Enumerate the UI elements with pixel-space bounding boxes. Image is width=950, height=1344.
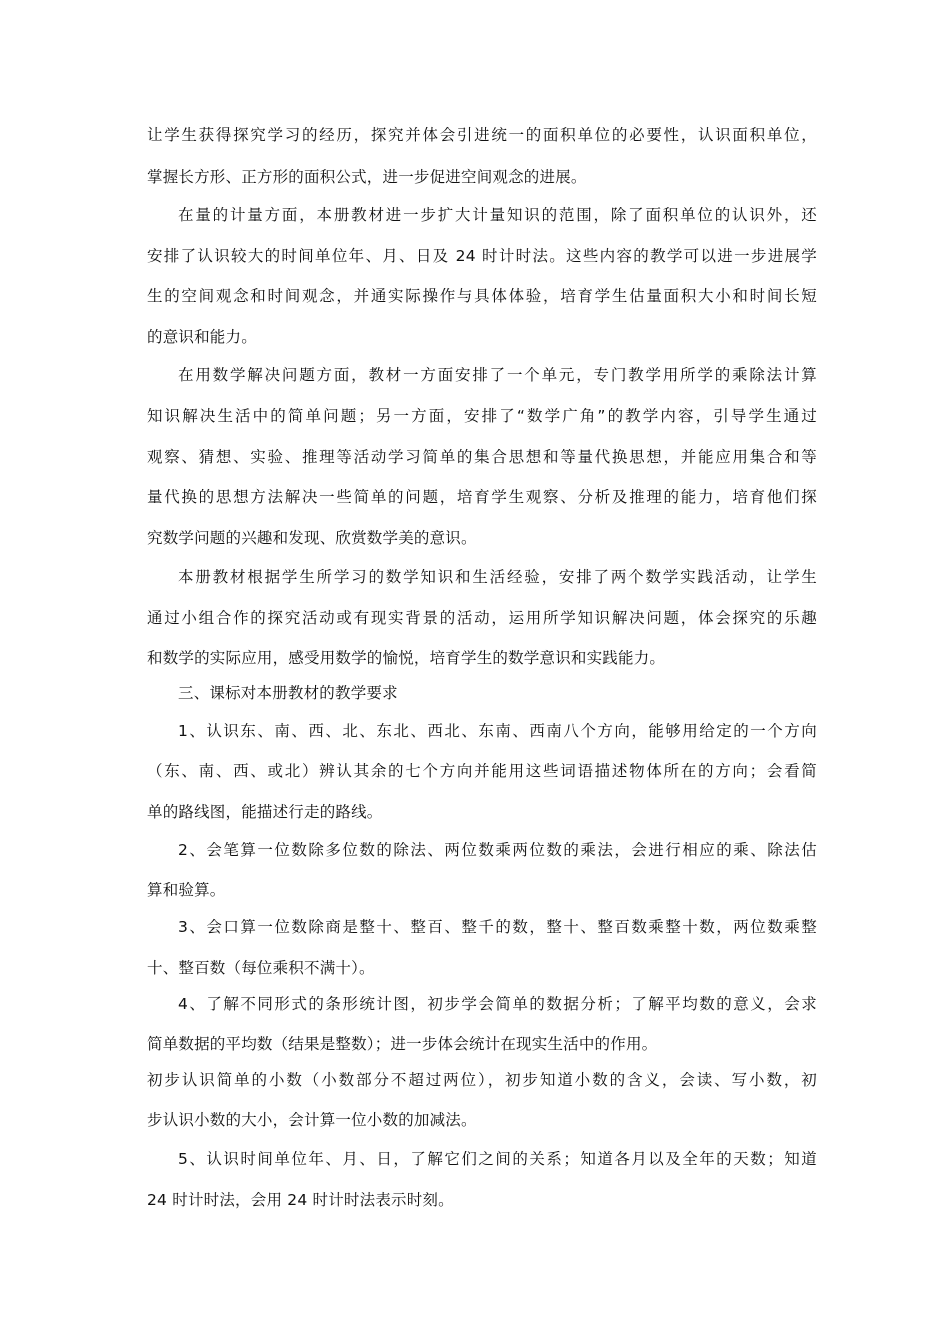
text-line: 4、了解不同形式的条形统计图，初步学会简单的数据分析；了解平均数的意义，会求 [178, 995, 817, 1013]
text-line: 量代换的思想方法解决一些简单的问题，培育学生观察、分析及推理的能力，培育他们探 [147, 488, 817, 506]
text-line: 步认识小数的大小，会计算一位小数的加减法。 [147, 1111, 477, 1129]
text-line: 3、会口算一位数除商是整十、整百、整千的数，整十、整百数乘整十数，两位数乘整 [178, 918, 817, 936]
text-line: 单的路线图，能描述行走的路线。 [147, 803, 383, 821]
text-line: 初步认识简单的小数（小数部分不超过两位），初步知道小数的含义，会读、写小数，初 [147, 1071, 817, 1089]
text-line: 知识解决生活中的简单问题；另一方面，安排了“数学广角”的教学内容，引导学生通过 [147, 407, 817, 425]
text-line: 十、整百数（每位乘积不满十）。 [147, 959, 375, 977]
text-line: 观察、猜想、实验、推理等活动学习简单的集合思想和等量代换思想，并能应用集合和等 [147, 448, 817, 466]
text-line: 的意识和能力。 [147, 328, 257, 346]
text-line: 安排了认识较大的时间单位年、月、日及 24 时计时法。这些内容的教学可以进一步进展学 [147, 247, 817, 265]
text-line: （东、南、西、或北）辨认其余的七个方向并能用这些词语描述物体所在的方向；会看简 [147, 762, 817, 780]
text-line: 简单数据的平均数（结果是整数）；进一步体会统计在现实生活中的作用。 [147, 1035, 658, 1053]
text-line: 在量的计量方面，本册教材进一步扩大计量知识的范围，除了面积单位的认识外，还 [178, 206, 817, 224]
section-heading: 三、课标对本册教材的教学要求 [178, 684, 398, 702]
text-line: 本册教材根据学生所学习的数学知识和生活经验，安排了两个数学实践活动，让学生 [178, 568, 817, 586]
text-line: 5、认识时间单位年、月、日，了解它们之间的关系；知道各月以及全年的天数；知道 [178, 1150, 817, 1168]
text-line: 让学生获得探究学习的经历，探究并体会引进统一的面积单位的必要性，认识面积单位， [147, 126, 817, 144]
text-line: 究数学问题的兴趣和发现、欣赏数学美的意识。 [147, 529, 477, 547]
text-line: 生的空间观念和时间观念，并通实际操作与具体体验，培育学生估量面积大小和时间长短 [147, 287, 817, 305]
text-line: 24 时计时法，会用 24 时计时法表示时刻。 [147, 1191, 454, 1209]
text-line: 通过小组合作的探究活动或有现实背景的活动，运用所学知识解决问题，体会探究的乐趣 [147, 609, 817, 627]
text-line: 算和验算。 [147, 881, 226, 899]
text-line: 2、会笔算一位数除多位数的除法、两位数乘两位数的乘法，会进行相应的乘、除法估 [178, 841, 817, 859]
text-line: 1、认识东、南、西、北、东北、西北、东南、西南八个方向，能够用给定的一个方向 [178, 722, 817, 740]
text-line: 和数学的实际应用，感受用数学的愉悦，培育学生的数学意识和实践能力。 [147, 649, 666, 667]
text-line: 掌握长方形、正方形的面积公式，进一步促进空间观念的进展。 [147, 168, 587, 186]
text-line: 在用数学解决问题方面，教材一方面安排了一个单元，专门教学用所学的乘除法计算 [178, 366, 817, 384]
